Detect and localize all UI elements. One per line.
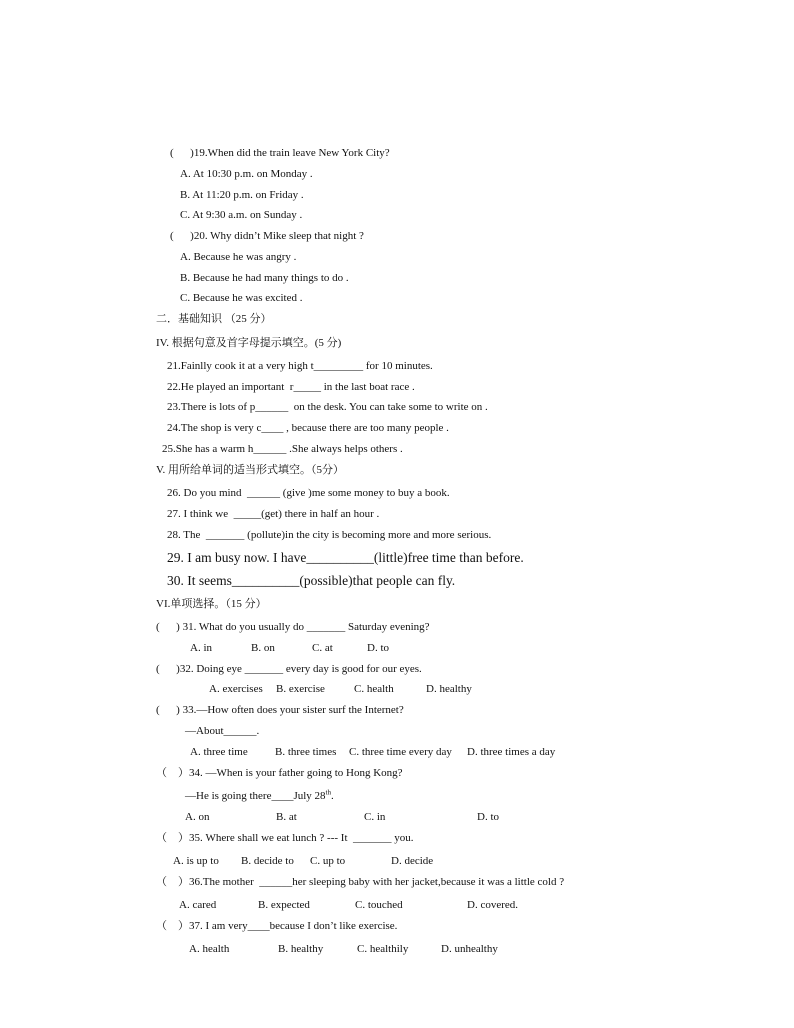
q21: 21.Fainlly cook it at a very high t_________ for 10 minutes. — [167, 360, 433, 372]
q37-option-b: B. healthy — [278, 943, 324, 955]
q32-option-d: D. healthy — [426, 683, 472, 695]
q34-option-a: A. on — [185, 811, 210, 823]
q23: 23.There is lots of p______ on the desk. You can take some to write on . — [167, 401, 488, 413]
q36-option-d: D. covered. — [467, 899, 519, 911]
q19-option-a: A. At 10:30 p.m. on Monday . — [180, 168, 313, 180]
q33-answer: —About______. — [185, 725, 260, 737]
q32-stem: ( )32. Doing eye _______ every day is good for our eyes. — [156, 663, 422, 675]
q34-option-b: B. at — [276, 811, 297, 823]
q34-option-c: C. in — [364, 811, 386, 823]
q36-option-c: C. touched — [355, 899, 403, 911]
q32-option-b: B. exercise — [276, 683, 325, 695]
q37-option-a: A. health — [189, 943, 230, 955]
q31-option-d: D. to — [367, 642, 389, 654]
section6-heading: VI.单项选择。（15 分） — [156, 598, 267, 610]
section5-heading: V. 用所给单词的适当形式填空。（5分） — [156, 464, 345, 476]
q22: 22.He played an important r_____ in the last boat race . — [167, 381, 415, 393]
q19-option-b: B. At 11:20 p.m. on Friday . — [180, 189, 304, 201]
q26: 26. Do you mind ______ (give )me some money to buy a book. — [167, 487, 450, 499]
q34-answer — [185, 789, 334, 803]
q35-stem: （ ）35. Where shall we eat lunch ? --- It _______ you. — [156, 832, 414, 844]
q19-stem: ( )19.When did the train leave New York City? — [170, 147, 390, 159]
q36-stem: （ ）36.The mother ______her sleeping baby with her jacket,because it was a little cold ? — [156, 876, 565, 888]
q36-option-b: B. expected — [258, 899, 310, 911]
q35-option-a: A. is up to — [173, 855, 219, 867]
q31-stem: ( ) 31. What do you usually do _______ Saturday evening? — [156, 621, 430, 633]
q20-option-b: B. Because he had many things to do . — [180, 272, 349, 284]
q33-stem: ( ) 33.—How often does your sister surf the Internet? — [156, 704, 404, 716]
q34-option-d: D. to — [477, 811, 499, 823]
q34-answer-end: . — [331, 790, 334, 802]
q33-option-b: B. three times — [275, 746, 337, 758]
q29: 29. I am busy now. I have__________(little)free time than before. — [167, 550, 524, 565]
section2-heading: 二．基础知识 （25 分） — [156, 313, 272, 325]
q35-option-d: D. decide — [391, 855, 434, 867]
q30: 30. It seems__________(possible)that people can fly. — [167, 573, 456, 588]
q24: 24.The shop is very c____ , because there are too many people . — [167, 422, 449, 434]
q31-option-a: A. in — [190, 642, 212, 654]
q33-option-a: A. three time — [190, 746, 248, 758]
q34-stem: （ ）34. —When is your father going to Hong Kong? — [156, 767, 403, 779]
q31-option-b: B. on — [251, 642, 275, 654]
q37-option-c: C. healthily — [357, 943, 409, 955]
q36-option-a: A. cared — [179, 899, 217, 911]
q33-option-c: C. three time every day — [349, 746, 452, 758]
q27: 27. I think we _____(get) there in half an hour . — [167, 508, 380, 520]
q37-option-d: D. unhealthy — [441, 943, 498, 955]
section4-heading: IV. 根据句意及首字母提示填空。(5 分) — [156, 337, 342, 349]
q20-stem: ( )20. Why didn’t Mike sleep that night ? — [170, 230, 364, 242]
q28: 28. The _______ (pollute)in the city is becoming more and more serious. — [167, 529, 492, 541]
q34-answer-superscript: th — [325, 788, 331, 797]
q34-answer-text: —He is going there____July 28 — [185, 790, 326, 802]
q20-option-a: A. Because he was angry . — [180, 251, 297, 263]
q32-option-a: A. exercises — [209, 683, 263, 695]
q35-option-c: C. up to — [310, 855, 346, 867]
q35-option-b: B. decide to — [241, 855, 294, 867]
q20-option-c: C. Because he was excited . — [180, 292, 303, 304]
q37-stem: （ ）37. I am very____because I don’t like exercise. — [156, 920, 398, 932]
q25: 25.She has a warm h______ .She always helps others . — [162, 443, 403, 455]
q33-option-d: D. three times a day — [467, 746, 556, 758]
q19-option-c: C. At 9:30 a.m. on Sunday . — [180, 209, 303, 221]
q31-option-c: C. at — [312, 642, 333, 654]
q32-option-c: C. health — [354, 683, 394, 695]
